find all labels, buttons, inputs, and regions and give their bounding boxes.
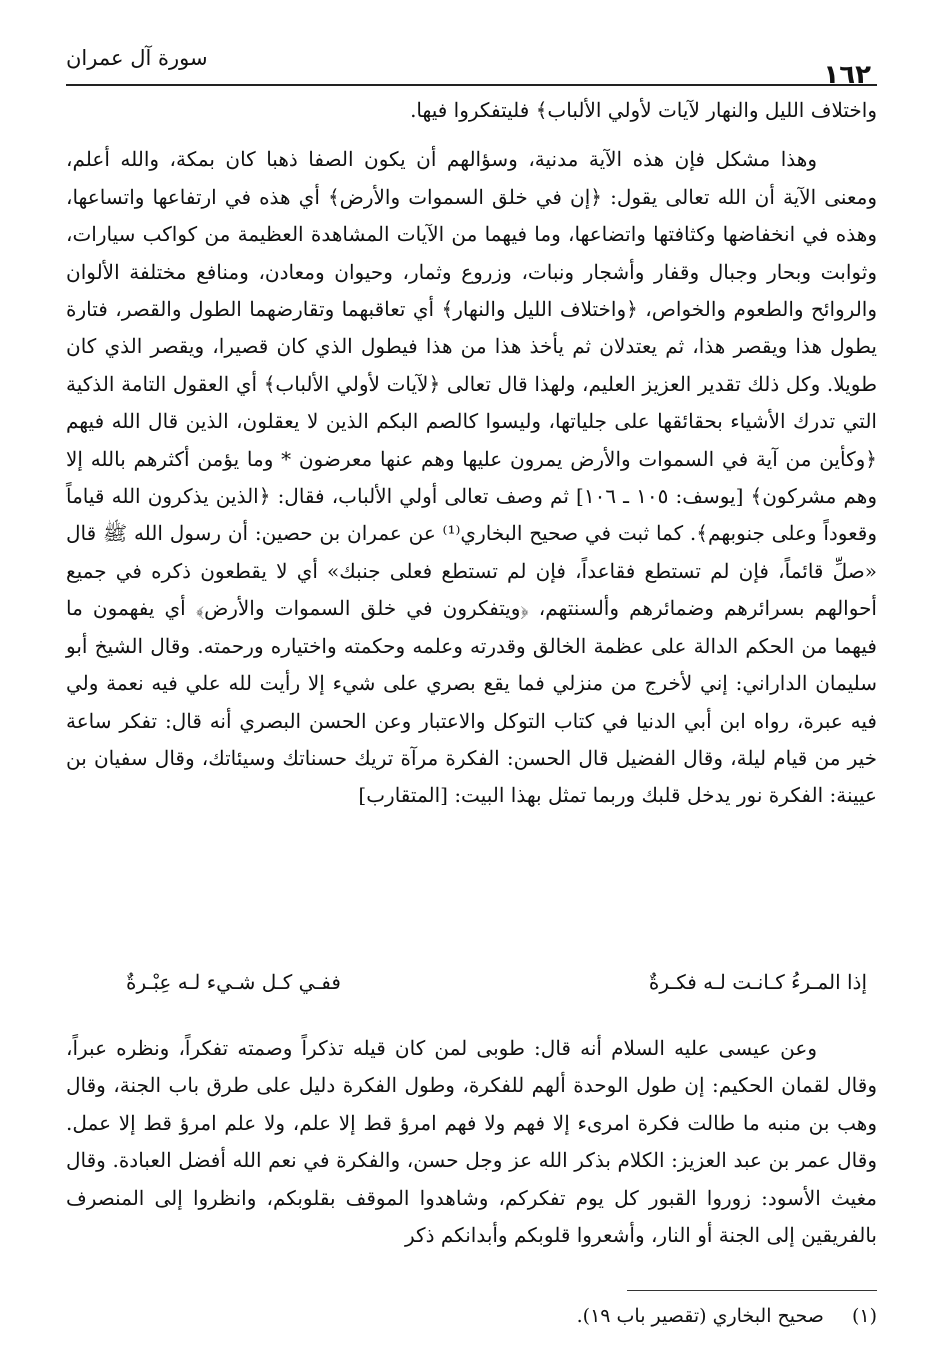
page-number: ١٦٢ (823, 60, 871, 90)
paragraph-sayings: وعن عيسى عليه السلام أنه قال: طوبى لمن كان قيله تذكراً وصمته تفكراً، ونظره عبراً، وقال لقمان الحكيم: إن طول الوحدة ألهم للفكرة، وطول الفكرة دليل على طرق باب الجنة، وقال وهب بن منبه ما طالت فكرة امرىء إلا فهم ولا فهم امرؤ قط إلا علم، ولا علم امرؤ قط إلا عمل. وقال عمر بن عبد العزيز: الكلام بذكر الله عز وجل حسن، والفكرة في نعم الله أفضل العبادة. وقال مغيث الأسود: زوروا القبور كل يوم تفكركم، وشاهدوا الموقف بقلوبكم، وانظروا إلى المنصرف بالفريقين إلى الجنة أو النار، وأشعروا قلوبكم وأبدانكم ذكر (66, 1036, 877, 1248)
footnote-divider (627, 1290, 877, 1291)
paragraph-commentary: وهذا مشكل فإن هذه الآية مدنية، وسؤالهم أن يكون الصفا ذهبا كان بمكة، والله أعلم، ومعنى الآية أن الله تعالى يقول: ﴿إن في خلق السموات والأرض﴾ أي هذه في ارتفاعها واتساعها، وهذه في انخفاضها وكثافتها واتضاعها، وما فيهما من الآيات المشاهدة العظيمة من كواكب سيارات، وثوابت وبحار وجبال وقفار وأشجار ونبات، وزروع وثمار، وحيوان ومعادن، ومنافع مختلفة الألوان والروائح والطعوم والخواص، ﴿واختلاف الليل والنهار﴾ أي تعاقبهما وتقارضهما الطول والقصر، فتارة يطول هذا ويقصر هذا، ثم يعتدلان ثم يأخذ هذا من هذا فيطول الذي كان قصيرا، ويقصر الذي كان طويلا. وكل ذلك تقدير العزيز العليم، ولهذا قال تعالى ﴿لآيات لأولي الألباب﴾ أي العقول التامة الذكية التي تدرك الأشياء بحقائقها على جلياتها، وليسوا كالصم البكم الذين لا يعقلون، الذين قال الله فيهم ﴿وكأين من آية في السموات والأرض يمرون عليها وهم عنها معرضون * وما يؤمن أكثرهم بالله إلا وهم مشركون﴾ [يوسف: ١٠٥ ـ ١٠٦] ثم وصف تعالى أولي الألباب، فقال: ﴿الذين يذكرون الله قياماً وقعوداً وعلى جنوبهم﴾. كما ثبت في صحيح البخاري⁽¹⁾ عن عمران بن حصين: أن رسول الله ﷺ قال «صلِّ قائماً، فإن لم تستطع فقاعداً، فإن لم تستطع فعلى جنبك» أي لا يقطعون ذكره في جميع أحوالهم بسرائرهم وضمائرهم وألسنتهم، ﴿ويتفكرون في خلق السموات والأرض﴾ أي يفهمون ما فيهما من الحكم الدالة على عظمة الخالق وقدرته وعلمه وحكمته واختياره ورحمته. وقال الشيخ أبو سليمان الداراني: إني لأخرج من منزلي فما يقع بصري على شيء إلا رأيت لله علي فيه نعمة ولي فيه عبرة، رواه ابن أبي الدنيا في كتاب التوكل والاعتبار وعن الحسن البصري أنه قال: تفكر ساعة خير من قيام ليلة، وقال الفضيل قال الحسن: الفكرة مرآة تريك حسناتك وسيئاتك، وقال سفيان بن عيينة: الفكرة نور يدخل قلبك وربما تمثل بهذا البيت: [المتقارب] (66, 147, 878, 808)
footnote (66, 1298, 877, 1334)
main-text (66, 92, 877, 815)
verse-first-hemistich: إذا المـرءُ كـانـت لـه فكـرةٌ (648, 970, 867, 994)
page-header (66, 42, 877, 90)
surah-title: سورة آل عمران (66, 46, 208, 70)
main-text-continued (66, 1030, 877, 1254)
footnote-number: (١) (851, 1305, 877, 1327)
continuation-line: واختلاف الليل والنهار لآيات لأولي الألباب﴾ فليتفكروا فيها. (410, 98, 877, 122)
verse-second-hemistich: ففـي كـل شـيء لـه عِبْـرةٌ (126, 970, 341, 994)
header-divider (66, 84, 877, 86)
poetry-verse (66, 958, 877, 1018)
footnote-text: صحيح البخاري (تقصير باب ١٩). (576, 1305, 824, 1327)
